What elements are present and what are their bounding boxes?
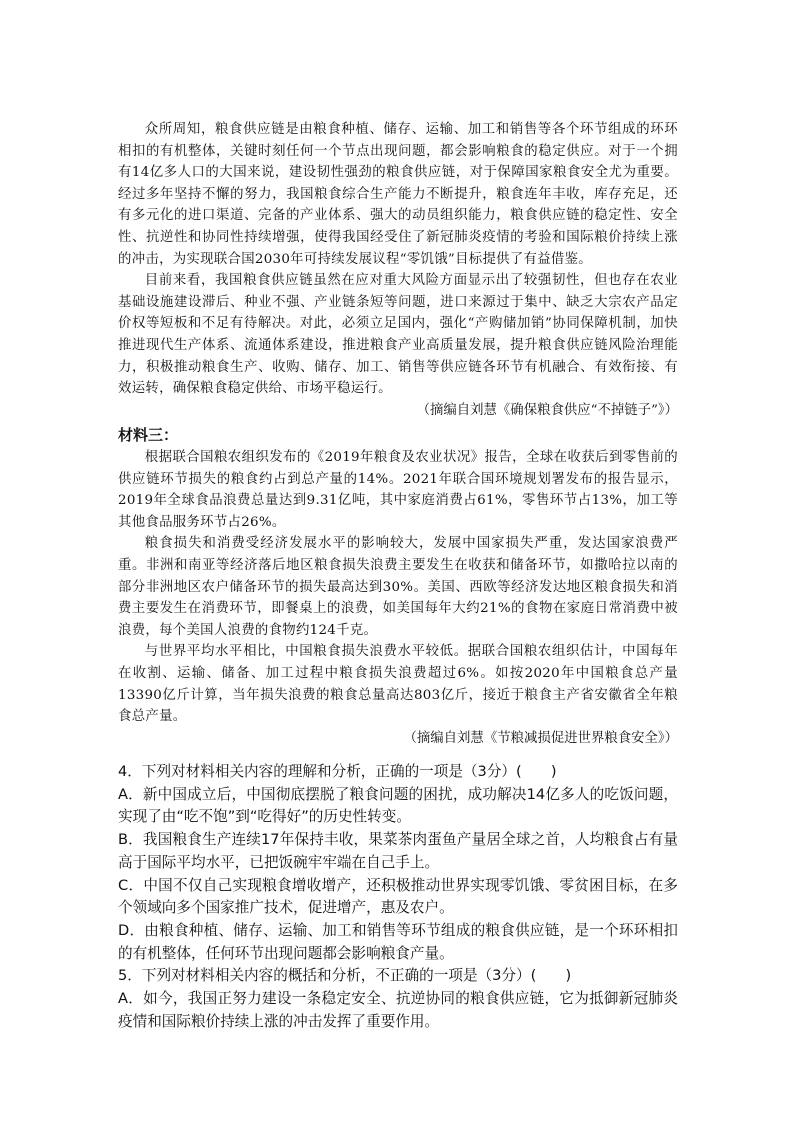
material-two-paragraph-1: 众所周知，粮食供应链是由粮食种植、储存、运输、加工和销售等各个环节组成的环环相扣的有机整体，关键时刻任何一个节点出现问题，都会影响粮食的稳定供应。对于一个拥有14亿多人口的大国来说，建设韧性强劲的粮食供应链，对于保障国家粮食安全尤为重要。经过多年坚持不懈的努力，我国粮食综合生产能力不断提升，粮食连年丰收，库存充足，还有多元化的进口渠道、完备的产业体系、强大的动员组织能力，粮食供应链的稳定性、安全性、抗逆性和协同性持续增强，使得我国经受住了新冠肺炎疫情的考验和国际粮价持续上涨的冲击，为实现联合国2030年可持续发展议程“零饥饿”目标提供了有益借鉴。 (118, 122, 678, 267)
material-three-paragraph-3: 与世界平均水平相比，中国粮食损失浪费水平较低。据联合国粮农组织估计，中国每年在收割、运输、储备、加工过程中粮食损失浪费超过6%。如按2020年中国粮食总产量13390亿斤计算，当年损失浪费的粮食总量高达803亿斤，接近于粮食主产省安徽省全年粮食总产量。 (118, 644, 678, 725)
questions-section (118, 761, 678, 1033)
question-4-option-c: C．中国不仅自己实现粮食增收增产，还积极推动世界实现零饥饿、零贫困目标，在多个领域向多个国家推广技术，促进增产，惠及农户。 (118, 876, 678, 917)
material-two-paragraph-2: 目前来看，我国粮食供应链虽然在应对重大风险方面显示出了较强韧性，但也存在农业基础设施建设滞后、种业不强、产业链条短等问题，进口来源过于集中、缺乏大宗农产品定价权等短板和不足有待解决。对此，必须立足国内，强化“产购储加销”协同保障机制，加快推进现代生产体系、流通体系建设，推进粮食产业高质量发展，提升粮食供应链风险治理能力，积极推动粮食生产、收购、储存、加工、销售等供应链各环节有机融合、有效衔接、有效运转，确保粮食稳定供给、市场平稳运行。 (118, 273, 678, 397)
material-three-paragraph-2: 粮食损失和消费受经济发展水平的影响较大，发展中国家损失严重，发达国家浪费严重。非洲和南亚等经济落后地区粮食损失浪费主要发生在收获和储备环节，如撒哈拉以南的部分非洲地区农户储备环节的损失最高达到30%。美国、西欧等经济发达地区粮食损失和消费主要发生在消费环节，即餐桌上的浪费，如美国每年大约21%的食物在家庭日常消费中被浪费，每个美国人浪费的食物约124千克。 (118, 536, 678, 638)
question-5-stem: 5．下列对材料相关内容的概括和分析，不正确的一项是（3分）( ) (118, 967, 572, 985)
material-three-source: （摘编自刘慧《节粮减损促进世界粮食安全》） (403, 730, 678, 746)
question-5-option-a: A．如今，我国正努力建设一条稳定安全、抗逆协同的粮食供应链，它为抵御新冠肺炎疫情和国际粮价持续上涨的冲击发挥了重要作用。 (118, 990, 678, 1030)
question-4-option-d: D．由粮食种植、储存、运输、加工和销售等环节组成的粮食供应链，是一个环环相扣的有机整体，任何环节出现问题都会影响粮食产量。 (118, 921, 678, 962)
material-three-heading: 材料三： (118, 426, 179, 444)
question-4-stem: 4．下列对材料相关内容的理解和分析，正确的一项是（3分）( ) (118, 763, 557, 780)
material-two-text (118, 119, 678, 421)
question-4-option-a: A．新中国成立后，中国彻底摆脱了粮食问题的困扰，成功解决14亿多人的吃饭问题，实现了由“吃不饱”到“吃得好”的历史性转变。 (118, 785, 678, 826)
question-4-option-b: B．我国粮食生产连续17年保持丰收，果菜茶肉蛋鱼产量居全球之首，人均粮食占有量高于国际平均水平，已把饭碗牢牢端在自己手上。 (118, 831, 678, 871)
material-two-source: （摘编自刘慧《确保粮食供应“不掉链子”》） (416, 402, 678, 418)
material-three-text (118, 447, 678, 749)
material-three-paragraph-1: 根据联合国粮农组织发布的《2019年粮食及农业状况》报告，全球在收获后到零售前的供应链环节损失的粮食约占到总产量的14%。2021年联合国环境规划署发布的报告显示，2019年全球食品浪费总量达到9.31亿吨，其中家庭消费占61%，零售环节占13%，加工等其他食品服务环节占26%。 (118, 450, 678, 530)
